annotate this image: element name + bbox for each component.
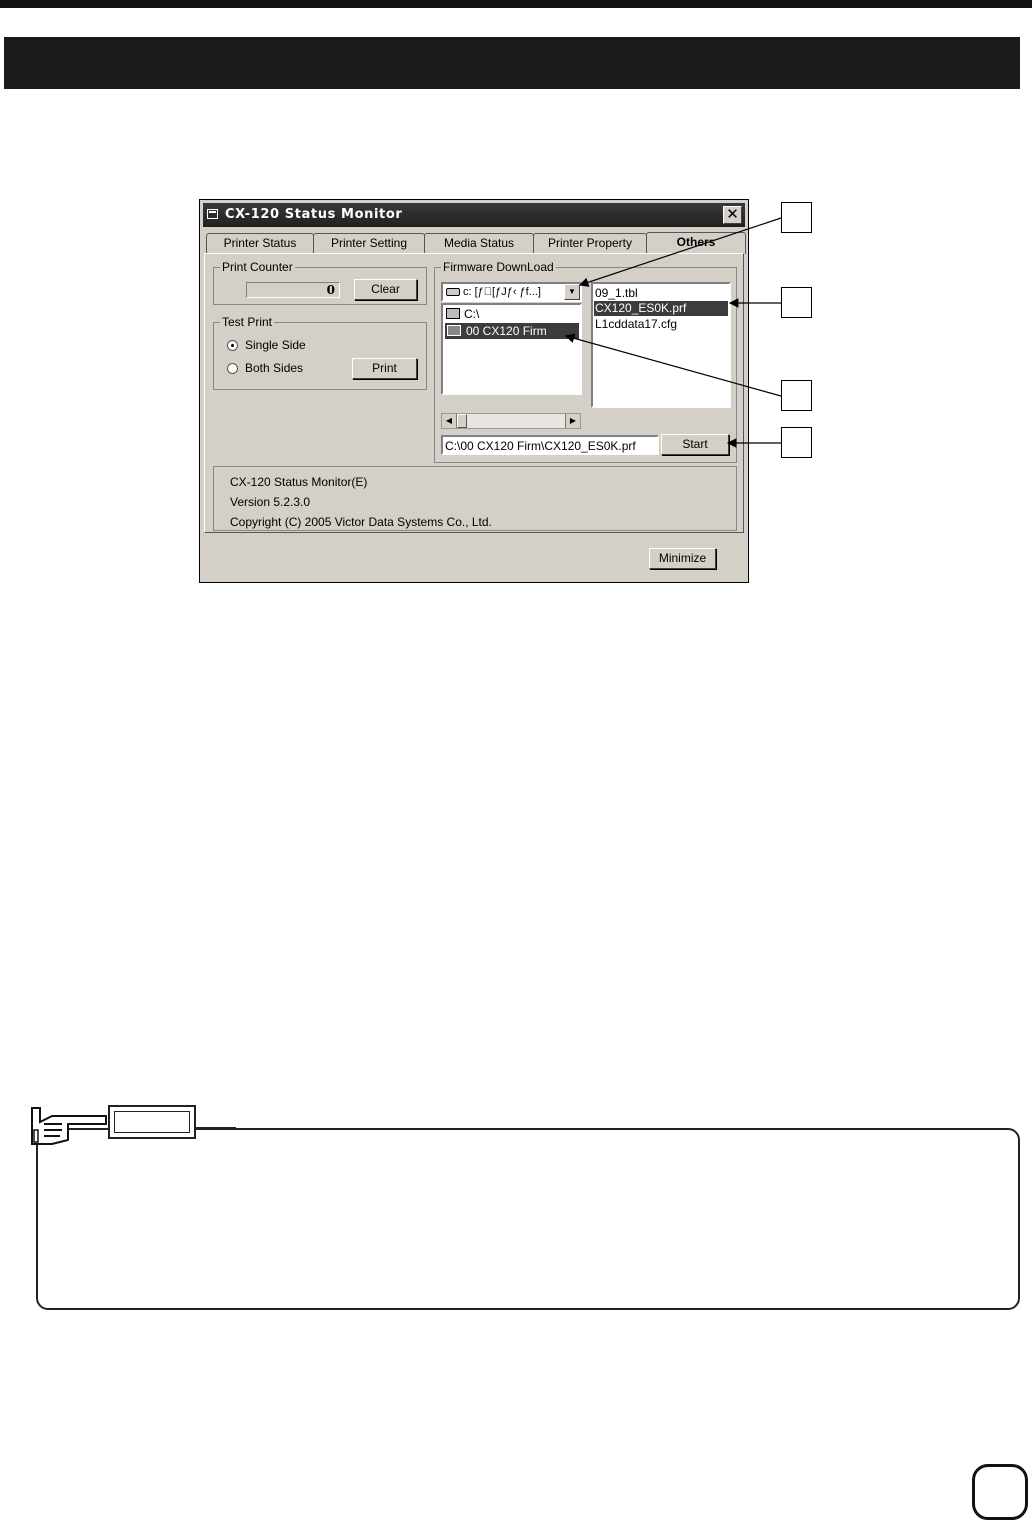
tab-printer-status[interactable]: Printer Status (206, 233, 314, 253)
single-side-label: Single Side (245, 338, 306, 352)
window-title: CX-120 Status Monitor (225, 207, 403, 222)
test-print-legend: Test Print (222, 315, 273, 329)
about-copyright: Copyright (C) 2005 Victor Data Systems Co., Ltd. (230, 515, 492, 529)
about-version: Version 5.2.3.0 (230, 495, 311, 509)
folder-label: C:\ (464, 307, 480, 321)
scroll-right-icon[interactable]: ▶ (565, 414, 580, 428)
file-item[interactable]: L1cddata17.cfg (595, 317, 678, 331)
start-button[interactable]: Start (661, 434, 729, 455)
tab-printer-property[interactable]: Printer Property (533, 233, 647, 253)
path-value: C:\00 CX120 Firm\CX120_ES0K.prf (445, 439, 636, 453)
print-counter-value: 0 (326, 283, 335, 297)
tab-media-status[interactable]: Media Status (424, 233, 534, 253)
page-number-box (972, 1464, 1028, 1520)
close-button[interactable]: ✕ (723, 206, 742, 224)
firmware-download-legend: Firmware DownLoad (443, 260, 554, 274)
drive-value: c: [ƒ [ƒJƒ‹ ƒf...] (463, 286, 541, 298)
pointing-hand-icon (22, 1100, 112, 1148)
tab-others[interactable]: Others (646, 232, 746, 254)
note-box (36, 1128, 1020, 1310)
clear-button[interactable]: Clear (354, 279, 417, 300)
leader-line-3 (566, 336, 781, 396)
leader-line-1 (580, 218, 781, 285)
print-counter-legend: Print Counter (222, 260, 293, 274)
chevron-down-icon[interactable]: ▼ (564, 284, 580, 300)
tab-printer-setting[interactable]: Printer Setting (313, 233, 425, 253)
about-product: CX-120 Status Monitor(E) (230, 475, 368, 489)
both-sides-label: Both Sides (245, 361, 304, 375)
file-item[interactable]: 09_1.tbl (595, 286, 638, 300)
scroll-left-icon[interactable]: ◀ (442, 414, 457, 428)
minimize-button[interactable]: Minimize (649, 548, 716, 569)
note-label-box (108, 1105, 196, 1139)
print-button[interactable]: Print (352, 358, 417, 379)
folder-label: 00 CX120 Firm (466, 324, 547, 338)
file-label: CX120_ES0K.prf (595, 301, 687, 315)
note-label-connector (196, 1120, 236, 1132)
